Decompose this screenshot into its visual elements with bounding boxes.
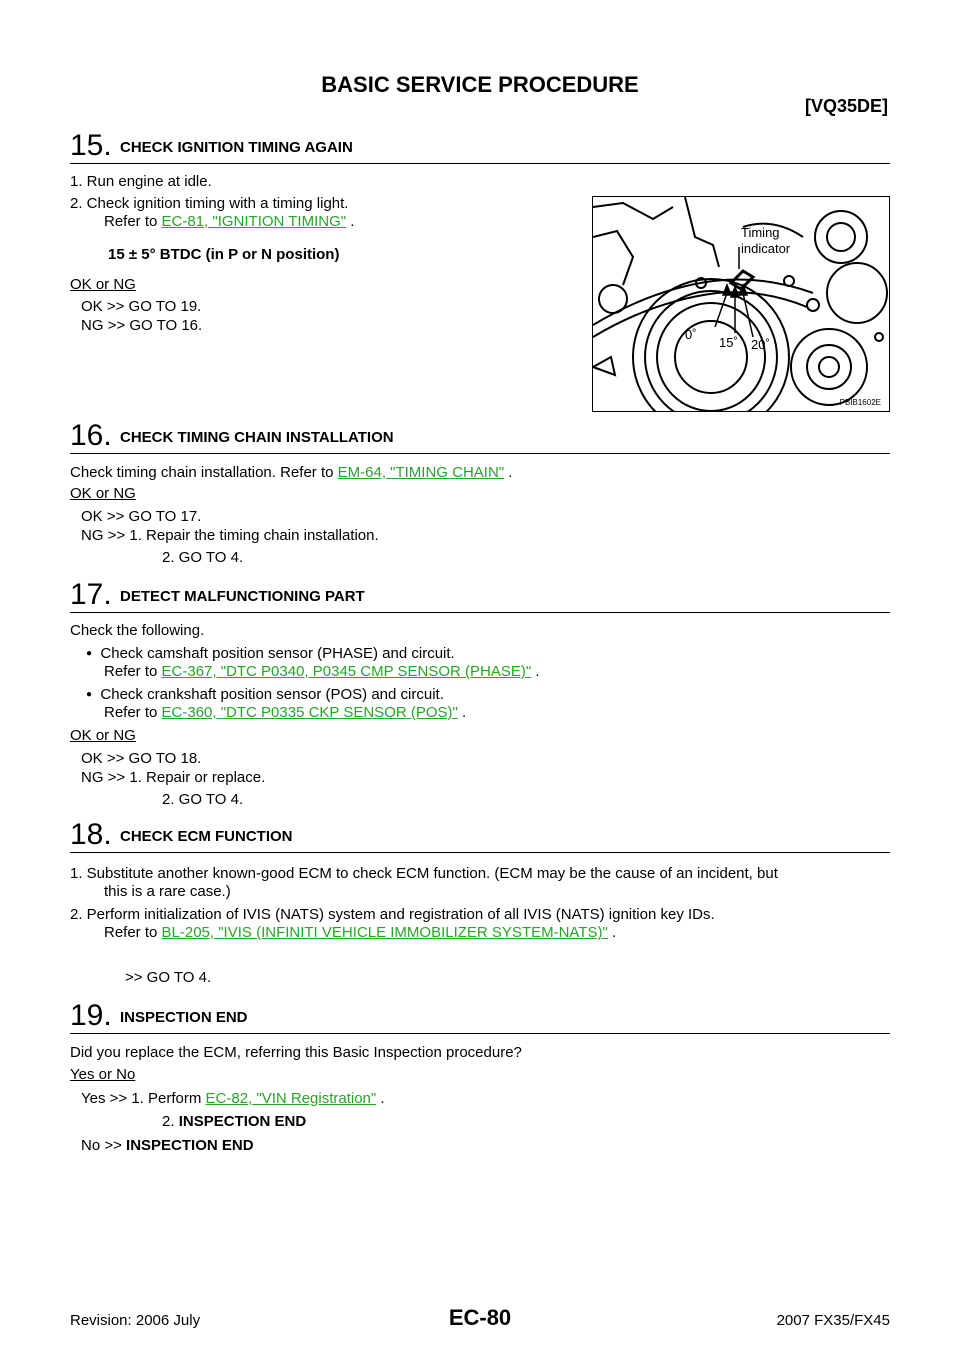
engine-illustration — [593, 197, 889, 411]
step-15-heading — [70, 127, 890, 164]
yes-result: Yes >> 1. Perform EC-82, "VIN Registration" . — [81, 1090, 385, 1107]
ng-result: NG >> GO TO 16. — [81, 317, 203, 334]
ckp-sensor-link[interactable]: EC-360, "DTC P0335 CKP SENSOR (POS)" — [161, 704, 458, 721]
footer-revision: Revision: 2006 July — [70, 1312, 201, 1329]
ng-result-step-2: 2. GO TO 4. — [162, 791, 244, 808]
step-title: CHECK ECM FUNCTION — [120, 828, 293, 845]
footer-model: 2007 FX35/FX45 — [776, 1312, 890, 1329]
yes-result-step-2: 2. INSPECTION END — [162, 1113, 307, 1130]
ng-result-step-2: 2. GO TO 4. — [162, 549, 244, 566]
step-title: CHECK IGNITION TIMING AGAIN — [120, 139, 353, 156]
step-number: 15. — [70, 129, 112, 162]
timing-chain-link[interactable]: EM-64, "TIMING CHAIN" — [337, 464, 505, 481]
mark-0-label: 0˚ — [685, 327, 697, 342]
ignition-timing-link[interactable]: EC-81, "IGNITION TIMING" — [161, 213, 347, 230]
bullet-icon: ● — [86, 689, 93, 700]
vin-registration-link[interactable]: EC-82, "VIN Registration" — [205, 1090, 377, 1107]
page-title: BASIC SERVICE PROCEDURE — [321, 72, 639, 97]
bullet-item-cmp: ● Check camshaft position sensor (PHASE) and circuit. — [86, 645, 455, 662]
step-18-line-2: 2. Perform initialization of IVIS (NATS) system and registration of all IVIS (NATS) ignition key IDs. — [70, 906, 715, 923]
bullet-item-ckp: ● Check crankshaft position sensor (POS) and circuit. — [86, 686, 444, 703]
step-18-result: >> GO TO 4. — [125, 969, 212, 986]
timing-indicator-label-line2: indicator — [741, 241, 791, 256]
step-title: DETECT MALFUNCTIONING PART — [120, 588, 365, 605]
result-label: OK or NG — [70, 276, 136, 293]
step-19-question: Did you replace the ECM, referring this Basic Inspection procedure? — [70, 1044, 522, 1061]
no-result: No >> INSPECTION END — [81, 1137, 254, 1154]
step-18-heading — [70, 816, 890, 853]
engine-model-tag: [VQ35DE] — [804, 96, 888, 116]
mark-20-label: 20˚ — [751, 337, 770, 352]
ivis-nats-link[interactable]: BL-205, "IVIS (INFINITI VEHICLE IMMOBILIZER SYSTEM-NATS)" — [161, 924, 608, 941]
step-18-line-1: 1. Substitute another known-good ECM to check ECM function. (ECM may be the cause of an incident, but — [70, 865, 778, 882]
step-15-refer: Refer to EC-81, "IGNITION TIMING" . — [104, 213, 355, 230]
step-18-line-1-cont: this is a rare case.) — [104, 883, 231, 900]
ok-result: OK >> GO TO 17. — [81, 508, 202, 525]
step-title: INSPECTION END — [120, 1009, 248, 1026]
step-number: 17. — [70, 578, 112, 611]
ok-result: OK >> GO TO 18. — [81, 750, 202, 767]
step-number: 19. — [70, 999, 112, 1032]
step-17-heading — [70, 576, 890, 613]
step-18-refer: Refer to BL-205, "IVIS (INFINITI VEHICLE IMMOBILIZER SYSTEM-NATS)" . — [104, 924, 617, 941]
step-16-heading — [70, 417, 890, 454]
step-16-text: Check timing chain installation. Refer to EM-64, "TIMING CHAIN" . — [70, 464, 513, 481]
result-label: OK or NG — [70, 485, 136, 502]
mark-15-label: 15˚ — [719, 335, 738, 350]
figure-code: PBIB1602E — [839, 398, 881, 407]
step-15-line-2: 2. Check ignition timing with a timing light. — [70, 195, 349, 212]
cmp-sensor-link[interactable]: EC-367, "DTC P0340, P0345 CMP SENSOR (PHASE)" — [161, 663, 532, 680]
ckp-sensor-refer: Refer to EC-360, "DTC P0335 CKP SENSOR (POS)" . — [104, 704, 467, 721]
result-label: OK or NG — [70, 727, 136, 744]
step-19-heading — [70, 997, 890, 1034]
timing-spec: 15 ± 5° BTDC (in P or N position) — [108, 246, 340, 263]
timing-indicator-figure — [592, 196, 890, 412]
bullet-icon: ● — [86, 648, 93, 659]
step-number: 16. — [70, 419, 112, 452]
ng-result: NG >> 1. Repair the timing chain installation. — [81, 527, 379, 544]
step-15-line-1: 1. Run engine at idle. — [70, 173, 212, 190]
footer-page-number: EC-80 — [448, 1305, 512, 1330]
timing-indicator-label-line1: Timing — [741, 225, 780, 240]
cmp-sensor-refer: Refer to EC-367, "DTC P0340, P0345 CMP SENSOR (PHASE)" . — [104, 663, 540, 680]
ng-result: NG >> 1. Repair or replace. — [81, 769, 266, 786]
step-number: 18. — [70, 818, 112, 851]
step-17-intro: Check the following. — [70, 622, 205, 639]
step-title: CHECK TIMING CHAIN INSTALLATION — [120, 429, 394, 446]
ok-result: OK >> GO TO 19. — [81, 298, 202, 315]
result-label: Yes or No — [70, 1066, 136, 1083]
